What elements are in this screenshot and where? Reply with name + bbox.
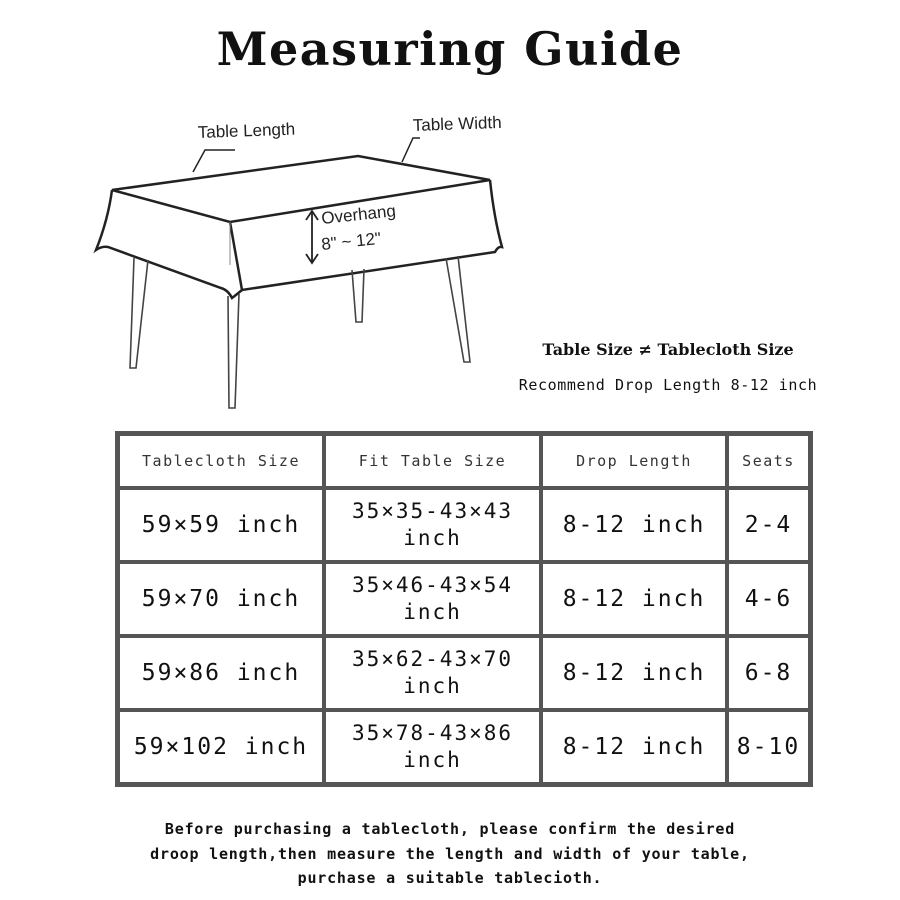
- table-row: [118, 562, 810, 636]
- fit-unit: inch: [403, 600, 462, 624]
- cell-seats: 4-6: [727, 562, 810, 636]
- table-length-label: Table Length: [197, 119, 296, 142]
- cell-fit-table-size: [324, 488, 541, 562]
- cell-seats: 6-8: [727, 636, 810, 710]
- table-length-callout: [193, 150, 235, 172]
- drop-note: Recommend Drop Length 8-12 inch: [518, 376, 818, 394]
- cell-drop-length: 8-12 inch: [541, 636, 727, 710]
- table-width-label: Table Width: [412, 112, 502, 135]
- fit-range: 35×62-43×70: [351, 647, 514, 671]
- table-header-row: [118, 434, 810, 488]
- instructions-line: droop length,then measure the length and width of your table,: [150, 844, 750, 863]
- cell-tablecloth-size: 59×59 inch: [118, 488, 324, 562]
- fit-unit: inch: [403, 526, 462, 550]
- header-fit-table-size: Fit Table Size: [324, 434, 541, 488]
- size-table: [115, 431, 813, 787]
- tablecloth-top: [112, 156, 490, 222]
- cell-seats: 8-10: [727, 710, 810, 784]
- cell-fit-table-size: [324, 636, 541, 710]
- header-seats: Seats: [727, 434, 810, 488]
- cell-drop-length: 8-12 inch: [541, 488, 727, 562]
- size-note: Table Size ≠ Tablecloth Size: [542, 340, 794, 359]
- table-row: [118, 710, 810, 784]
- fit-unit: inch: [403, 674, 462, 698]
- table-leg: [130, 258, 148, 368]
- fit-range: 35×35-43×43: [351, 499, 514, 523]
- fit-range: 35×78-43×86: [351, 721, 514, 745]
- cell-drop-length: 8-12 inch: [541, 562, 727, 636]
- cell-fit-table-size: [324, 710, 541, 784]
- cell-drop-length: 8-12 inch: [541, 710, 727, 784]
- instructions-line: purchase a suitable tablecioth.: [297, 869, 603, 887]
- table-leg: [228, 294, 239, 408]
- table-diagram: [90, 100, 530, 420]
- overhang-arrow: [306, 211, 318, 263]
- cell-tablecloth-size: 59×86 inch: [118, 636, 324, 710]
- header-drop-length: Drop Length: [541, 434, 727, 488]
- cell-fit-table-size: [324, 562, 541, 636]
- header-tablecloth-size: Tablecloth Size: [118, 434, 324, 488]
- overhang-range: 8" ~ 12": [320, 228, 382, 254]
- instructions-line: Before purchasing a tablecloth, please confirm the desired: [164, 820, 736, 838]
- cell-tablecloth-size: 59×70 inch: [118, 562, 324, 636]
- cell-tablecloth-size: 59×102 inch: [118, 710, 324, 784]
- overhang-label: Overhang: [320, 201, 397, 228]
- table-leg: [352, 269, 364, 322]
- cell-seats: 2-4: [727, 488, 810, 562]
- table-leg: [446, 256, 470, 362]
- table-row: [118, 636, 810, 710]
- fit-range: 35×46-43×54: [351, 573, 514, 597]
- fit-unit: inch: [403, 748, 462, 772]
- table-row: [118, 488, 810, 562]
- purchase-instructions: [60, 817, 840, 891]
- page-title: Measuring Guide: [216, 22, 684, 76]
- table-width-callout: [402, 138, 420, 162]
